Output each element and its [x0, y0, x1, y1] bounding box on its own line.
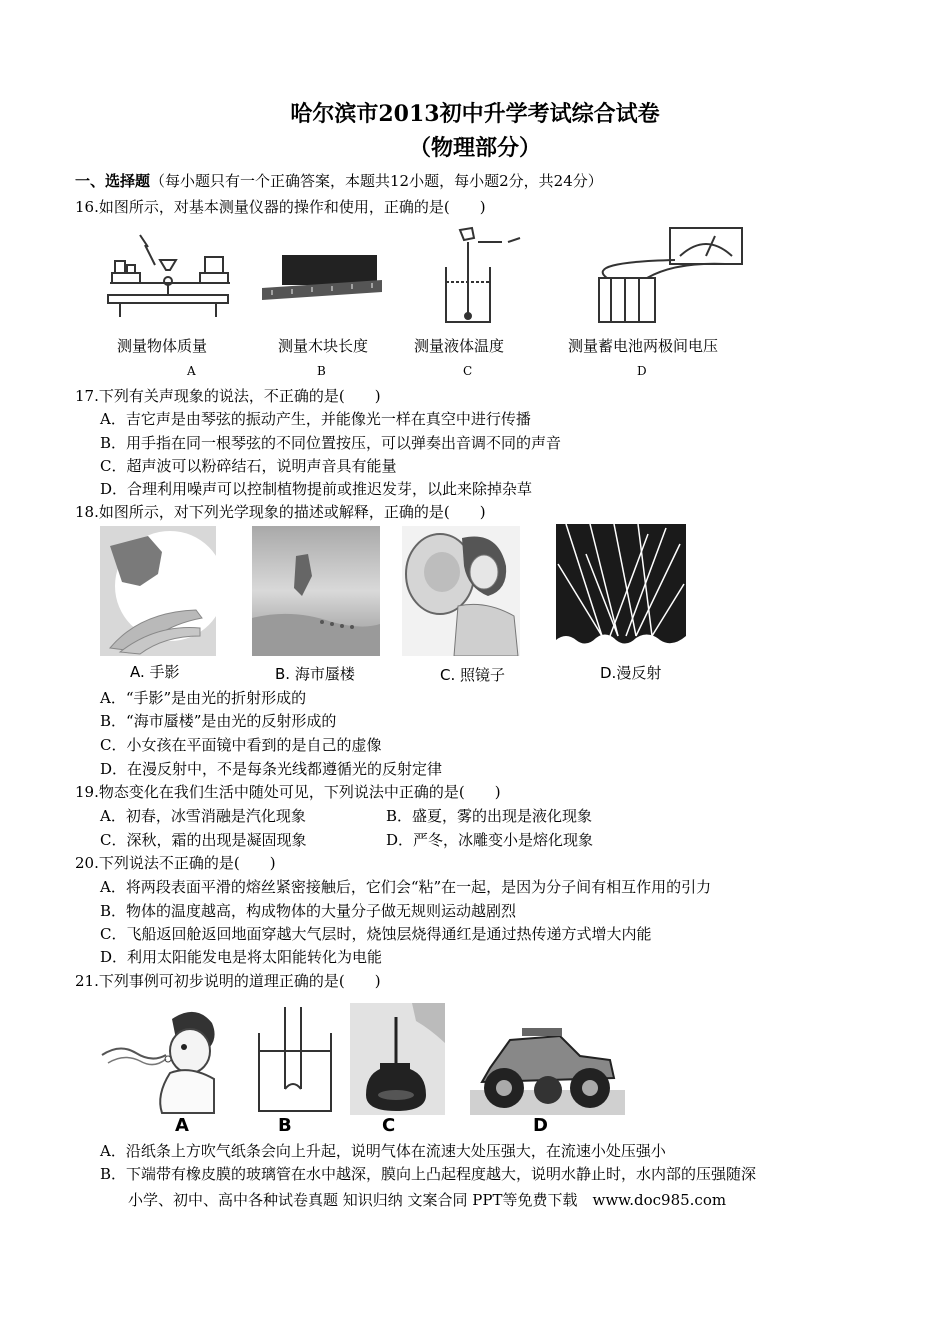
balance-figure [100, 225, 240, 325]
q16-letter-c: C [463, 364, 473, 378]
q18-option-d: D．在漫反射中，不是每条光线都遵循光的反射定律 [100, 760, 443, 778]
section-heading [75, 171, 603, 191]
ink-bottle-figure [350, 1003, 445, 1115]
girl-mirror-figure [402, 526, 520, 656]
q16-caption-b: 测量木块长度 [278, 337, 369, 355]
q17-option-c: C．超声波可以粉碎结石，说明声音具有能量 [100, 457, 397, 475]
q16-caption-a: 测量物体质量 [117, 337, 208, 355]
q18-caption-c: C. 照镜子 [440, 666, 506, 684]
q20-option-b: B．物体的温度越高，构成物体的大量分子做无规则运动越剧烈 [100, 902, 517, 920]
section-note: （每小题只有一个正确答案，本题共12小题，每小题2分，共24分） [150, 172, 603, 190]
q17-option-a: A．吉它声是由琴弦的振动产生，并能像光一样在真空中进行传播 [100, 410, 531, 428]
q20-option-c: C．飞船返回舱返回地面穿越大气层时，烧蚀层烧得通红是通过热传递方式增大内能 [100, 925, 652, 943]
q20-stem: 20.下列说法不正确的是( ) [75, 854, 276, 872]
q16-caption-c: 测量液体温度 [414, 337, 505, 355]
battery-voltmeter-figure [585, 222, 750, 327]
q19-option-b: B．盛夏，雾的出现是液化现象 [386, 807, 593, 825]
ruler-block-figure [262, 250, 387, 310]
diffuse-reflection-figure [556, 524, 686, 658]
page-footer: 小学、初中、高中各种试卷真题 知识归纳 文案合同 PPT等免费下载 www.doc985.com [128, 1191, 727, 1209]
q19-option-c: C．深秋，霜的出现是凝固现象 [100, 831, 307, 849]
q19-stem: 19.物态变化在我们生活中随处可见，下列说法中正确的是( ) [75, 783, 501, 801]
q18-caption-a: A. 手影 [130, 663, 180, 681]
q16-caption-d: 测量蓄电池两极间电压 [568, 337, 719, 355]
q19-option-a: A．初春，冰雪消融是汽化现象 [100, 807, 306, 825]
boy-blowing-figure [100, 1003, 220, 1115]
q21-letter-d: D [533, 1115, 548, 1136]
q17-option-d: D．合理利用噪声可以控制植物提前或推迟发芽，以此来除掉杂草 [100, 480, 533, 498]
q16-letter-a: A [187, 364, 196, 378]
q21-letter-c: C [382, 1115, 396, 1136]
q21-letter-b: B [278, 1115, 292, 1136]
q18-stem: 18.如图所示，对下列光学现象的描述或解释，正确的是( ) [75, 503, 486, 521]
q16-stem: 16.如图所示，对基本测量仪器的操作和使用，正确的是( ) [75, 198, 486, 216]
section-label: 一、选择题 [75, 172, 151, 190]
q17-option-b: B．用手指在同一根琴弦的不同位置按压，可以弹奏出音调不同的声音 [100, 434, 562, 452]
tube-water-figure [255, 1003, 335, 1115]
q21-letter-a: A [175, 1115, 189, 1136]
page-subtitle: （物理部分） [408, 135, 541, 161]
q18-caption-b: B. 海市蜃楼 [275, 665, 355, 683]
mirage-figure [252, 526, 380, 656]
q21-stem: 21.下列事例可初步说明的道理正确的是( ) [75, 972, 381, 990]
q18-option-b: B．“海市蜃楼”是由光的反射形成的 [100, 712, 337, 730]
q21-option-b: B．下端带有橡皮膜的玻璃管在水中越深，膜向上凸起程度越大，说明水静止时，水内部的压强随深 [100, 1165, 757, 1183]
q21-option-a: A．沿纸条上方吹气纸条会向上升起，说明气体在流速大处压强大，在流速小处压强小 [100, 1142, 666, 1160]
q16-letter-b: B [317, 364, 326, 378]
q20-option-a: A．将两段表面平滑的熔丝紧密接触后，它们会“粘”在一起，是因为分子间有相互作用的引力 [100, 878, 712, 896]
thermometer-beaker-figure [430, 222, 530, 327]
q18-caption-d: D.漫反射 [600, 664, 662, 682]
q20-option-d: D．利用太阳能发电是将太阳能转化为电能 [100, 948, 383, 966]
q16-letter-d: D [637, 364, 647, 378]
hand-shadow-figure [100, 526, 216, 656]
q17-stem: 17.下列有关声现象的说法，不正确的是( ) [75, 387, 381, 405]
q18-option-a: A．“手影”是由光的折射形成的 [100, 689, 307, 707]
page-title: 哈尔滨市2013初中升学考试综合试卷 [290, 101, 660, 127]
q18-option-c: C．小女孩在平面镜中看到的是自己的虚像 [100, 736, 382, 754]
q19-option-d: D．严冬，冰雕变小是熔化现象 [386, 831, 594, 849]
monster-truck-figure [470, 1020, 625, 1115]
